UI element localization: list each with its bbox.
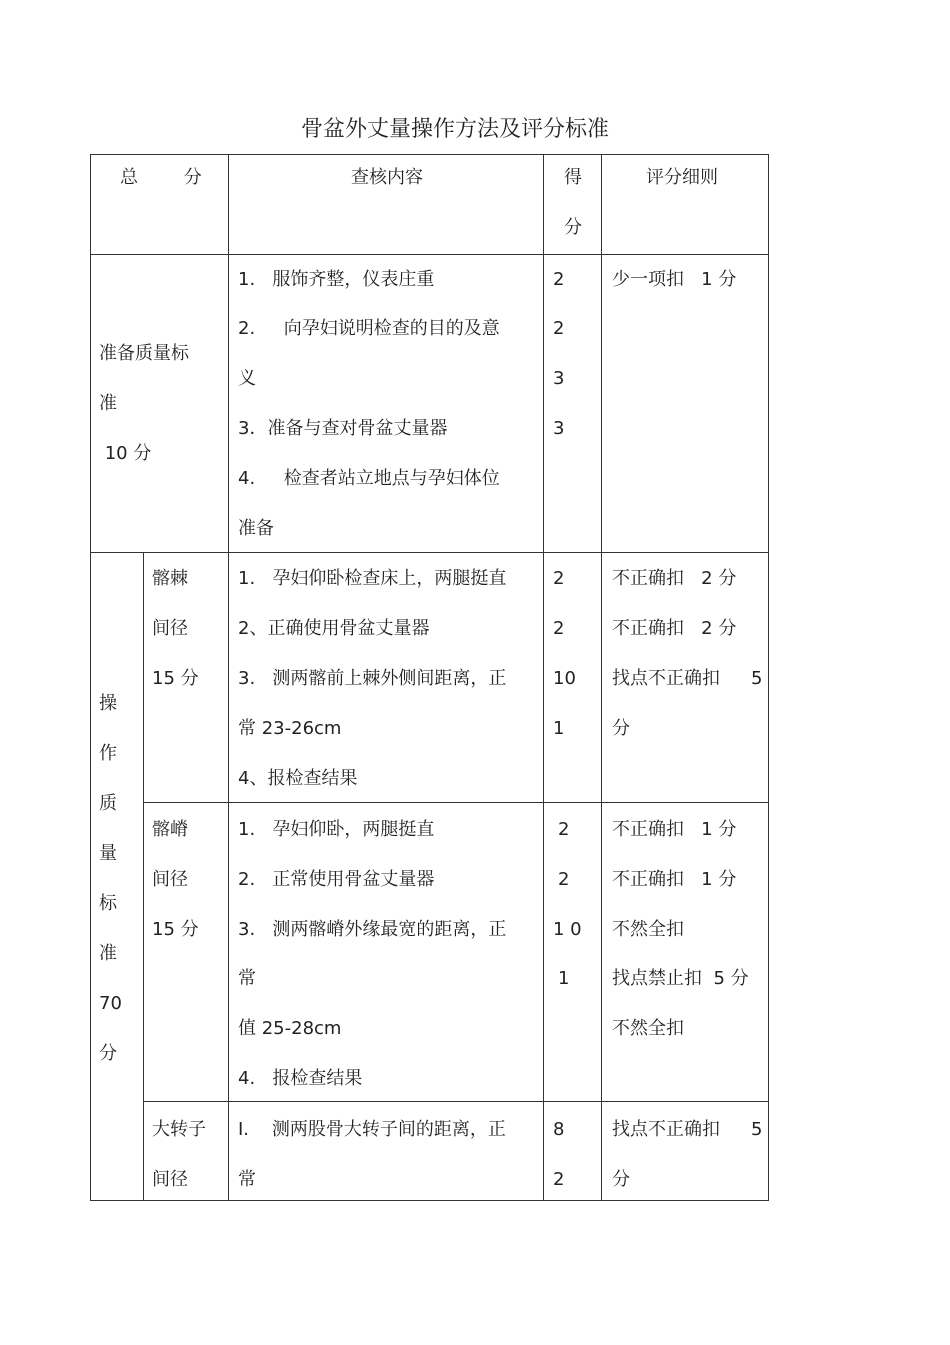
detail-line: 不然全扣 <box>612 1018 684 1039</box>
content-line: 2、正确使用骨盆丈量器 <box>238 618 430 639</box>
prep-content-line: 2. 向孕妇说明检查的目的及意 <box>238 318 500 339</box>
operation-category-char: 作 <box>99 743 117 764</box>
operation-category-char: 标 <box>99 893 117 914</box>
prep-row-divider <box>90 552 769 553</box>
row-score: 1 <box>558 968 570 989</box>
prep-content-line: 1. 服饰齐整，仪表庄重 <box>238 269 435 290</box>
operation-category-char: 操 <box>99 693 117 714</box>
detail-line: 找点禁止扣 5 分 <box>612 968 749 989</box>
header-total: 总 分 <box>120 167 202 188</box>
sub-category-line: 15 分 <box>152 668 199 689</box>
prep-score: 3 <box>553 368 565 389</box>
score-column-divider <box>543 154 544 1201</box>
detail-line: 不正确扣 1 分 <box>612 819 737 840</box>
prep-score: 2 <box>553 318 565 339</box>
row-score: 2 <box>553 618 565 639</box>
operation-category-char: 准 <box>99 943 117 964</box>
operation-category-char: 质 <box>99 793 117 814</box>
content-line: 2. 正常使用骨盆丈量器 <box>238 869 435 890</box>
table-border-right <box>768 154 769 1201</box>
content-line: 常 <box>238 968 256 989</box>
row-score: 2 <box>558 819 570 840</box>
prep-content-line: 4. 检查者站立地点与孕妇体位 <box>238 468 500 489</box>
prep-content-line: 3．准备与查对骨盆丈量器 <box>238 418 448 439</box>
detail-line: 分 <box>612 1169 630 1190</box>
iliac-crest-row-divider <box>143 1101 769 1102</box>
header-score-2: 分 <box>564 217 582 238</box>
detail-line-tail: 5 <box>751 668 763 689</box>
sub-category-divider <box>143 552 144 1201</box>
content-line: 4、报检查结果 <box>238 768 358 789</box>
detail-column-divider <box>601 154 602 1201</box>
table-border-bottom <box>90 1200 769 1201</box>
sub-category-line: 间径 <box>152 618 188 639</box>
table-border-left <box>90 154 91 1201</box>
detail-line: 分 <box>612 718 630 739</box>
row-score: 2 <box>553 568 565 589</box>
header-score-1: 得 <box>564 167 582 188</box>
header-row-divider <box>90 254 769 255</box>
prep-score: 3 <box>553 418 565 439</box>
detail-line: 不正确扣 2 分 <box>612 618 737 639</box>
content-line: 3. 测两髂前上棘外侧间距离，正 <box>238 668 507 689</box>
header-detail: 评分细则 <box>646 167 718 188</box>
table-border-top <box>90 154 769 155</box>
row-score: 10 <box>553 668 576 689</box>
sub-category-line: 15 分 <box>152 919 199 940</box>
detail-line-tail: 5 <box>751 1119 763 1140</box>
content-line: I. 测两股骨大转子间的距离，正 <box>238 1119 506 1140</box>
row-score: 8 <box>553 1119 565 1140</box>
prep-category-line: 准 <box>99 393 117 414</box>
iliac-spine-row-divider <box>143 802 769 803</box>
content-column-divider <box>228 154 229 1201</box>
operation-category-char: 70 <box>99 993 122 1014</box>
detail-line: 不正确扣 2 分 <box>612 568 737 589</box>
sub-category-line: 髂棘 <box>152 568 188 589</box>
detail-line: 不正确扣 1 分 <box>612 869 737 890</box>
sub-category-line: 髂嵴 <box>152 819 188 840</box>
content-line: 值 25-28cm <box>238 1018 342 1039</box>
content-line: 常 23-26cm <box>238 718 342 739</box>
prep-score: 2 <box>553 269 565 290</box>
row-score: 2 <box>558 869 570 890</box>
sub-category-line: 间径 <box>152 1169 188 1190</box>
prep-content-line: 准备 <box>238 518 274 539</box>
row-score: 1 0 <box>553 919 582 940</box>
page-title: 骨盆外丈量操作方法及评分标准 <box>300 117 609 142</box>
content-line: 1. 孕妇仰卧检查床上，两腿挺直 <box>238 568 507 589</box>
detail-line: 不然全扣 <box>612 919 684 940</box>
content-line: 4. 报检查结果 <box>238 1068 363 1089</box>
operation-category-char: 量 <box>99 843 117 864</box>
row-score: 1 <box>553 718 565 739</box>
content-line: 常 <box>238 1169 256 1190</box>
prep-category-line: 准备质量标 <box>99 343 189 364</box>
row-score: 2 <box>553 1169 565 1190</box>
sub-category-line: 大转子 <box>152 1119 206 1140</box>
prep-content-line: 义 <box>238 368 256 389</box>
detail-line: 找点不正确扣 <box>612 1119 720 1140</box>
prep-detail: 少一项扣 1 分 <box>612 269 737 290</box>
content-line: 1. 孕妇仰卧，两腿挺直 <box>238 819 435 840</box>
detail-line: 找点不正确扣 <box>612 668 720 689</box>
sub-category-line: 间径 <box>152 869 188 890</box>
content-line: 3. 测两髂嵴外缘最宽的距离，正 <box>238 919 507 940</box>
header-content: 查核内容 <box>351 167 423 188</box>
operation-category-char: 分 <box>99 1043 117 1064</box>
prep-category-line: 10 分 <box>99 443 152 464</box>
